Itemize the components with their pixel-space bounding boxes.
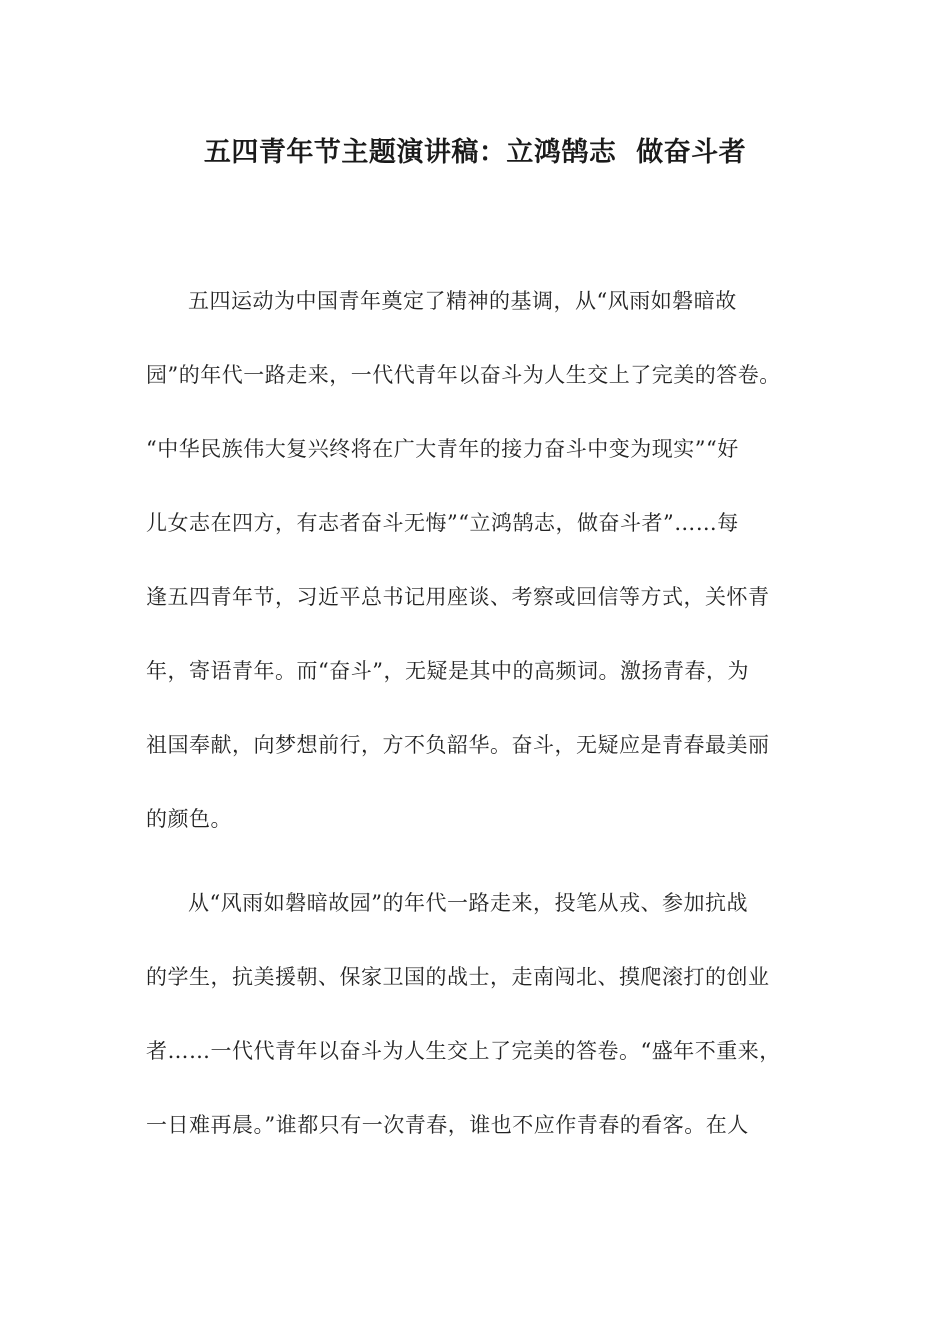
paragraph-line: 的学生，抗美援朝、保家卫国的战士，走南闯北、摸爬滚打的创业 — [146, 965, 770, 989]
paragraph-line: 园”的年代一路走来，一代代青年以奋斗为人生交上了完美的答卷。 — [146, 363, 781, 387]
paragraph-line: 从“风雨如磐暗故园”的年代一路走来，投笔从戎、参加抗战 — [188, 891, 748, 915]
paragraph-line: 年，寄语青年。而“奋斗”，无疑是其中的高频词。激扬青春，为 — [146, 659, 749, 683]
paragraph-line: “中华民族伟大复兴终将在广大青年的接力奋斗中变为现实”“好 — [146, 437, 739, 461]
paragraph-line: 一日难再晨。”谁都只有一次青春，谁也不应作青春的看客。在人 — [146, 1113, 749, 1137]
paragraph-line: 儿女志在四方，有志者奋斗无悔”“立鸿鹄志，做奋斗者”……每 — [146, 511, 739, 535]
paragraph-line: 祖国奉献，向梦想前行，方不负韶华。奋斗，无疑应是青春最美丽 — [146, 733, 770, 757]
paragraph-line: 者……一代代青年以奋斗为人生交上了完美的答卷。“盛年不重来， — [146, 1039, 781, 1063]
document-title: 五四青年节主题演讲稿：立鸿鹄志 做奋斗者 — [203, 137, 747, 168]
paragraph-line: 逢五四青年节，习近平总书记用座谈、考察或回信等方式，关怀青 — [146, 585, 770, 609]
paragraph-line: 五四运动为中国青年奠定了精神的基调，从“风雨如磐暗故 — [188, 289, 737, 313]
paragraph-line: 的颜色。 — [146, 807, 232, 831]
